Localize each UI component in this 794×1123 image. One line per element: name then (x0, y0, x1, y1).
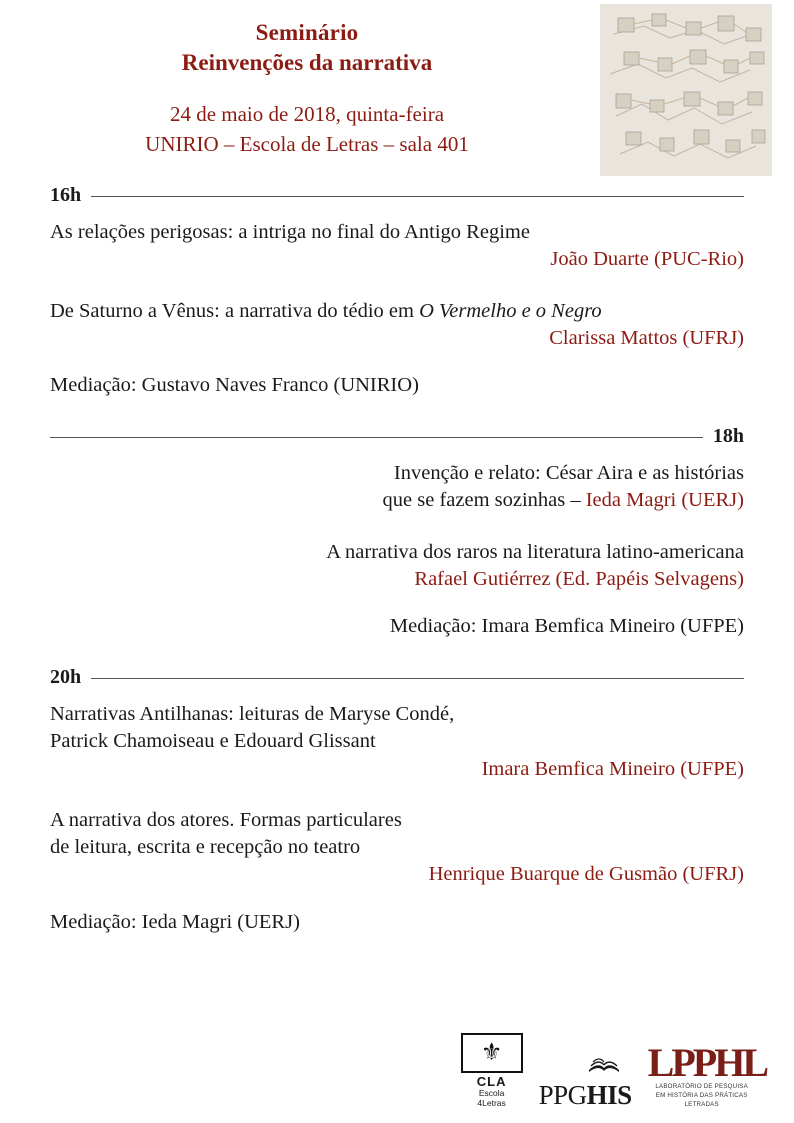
session-18h (50, 425, 744, 638)
poster-header (0, 0, 794, 178)
lab-caption-line2: EM HISTÓRIA DAS PRÁTICAS (655, 1091, 748, 1099)
cla-escola-de-letras-logo (461, 1033, 523, 1109)
talk-author: Ieda Magri (UERJ) (585, 489, 744, 512)
spacer (50, 397, 744, 419)
event-date-place (0, 100, 614, 160)
abstract-map-artwork (600, 4, 772, 176)
talk-title: A narrativa dos raros na literatura latino-americana (326, 540, 744, 563)
poster-footer (0, 1015, 794, 1115)
cla-sub-line2: 4Letras (477, 1098, 506, 1109)
his-text: HIS (586, 1080, 632, 1110)
talk-title (50, 298, 744, 325)
cla-acronym: CLA (476, 1074, 507, 1090)
spacer (50, 638, 744, 660)
divider-rule (91, 678, 744, 679)
session-16h-header (50, 184, 744, 209)
open-book-svg (587, 1050, 621, 1076)
session-20h-header (50, 666, 744, 691)
spacer (50, 274, 744, 288)
talk-title: As relações perigosas: a intriga no final do Antigo Regime (50, 221, 530, 243)
talk-author: João Duarte (PUC-Rio) (550, 248, 744, 271)
session-16h-time: 16h (50, 184, 82, 206)
talk-item (50, 460, 744, 515)
lab-caption-line3: LETRADAS (684, 1100, 719, 1108)
talk-item (50, 219, 744, 274)
session-20h-mediation: Mediação: Ieda Magri (UERJ) (50, 910, 300, 933)
session-16h-mediation: Mediação: Gustavo Naves Franco (UNIRIO) (50, 374, 419, 396)
logo-row (461, 1033, 766, 1109)
session-18h-mediation: Mediação: Imara Bemfica Mineiro (UFPE) (389, 615, 744, 637)
divider-rule (50, 437, 703, 438)
talk-item (50, 701, 744, 783)
session-20h (50, 666, 744, 934)
ppghis-wordmark (539, 1082, 632, 1109)
talk-title-plain: que se fazem sozinhas – (382, 489, 586, 512)
talk-title-italic: O Vermelho e o Negro (419, 299, 602, 322)
seminar-title: Reinvenções da narrativa (181, 49, 433, 75)
talk-item (50, 298, 744, 353)
cla-emblem-box (461, 1033, 523, 1073)
fleur-de-lis-icon: ⚜ (480, 1039, 503, 1067)
talk-title-continuation: de leitura, escrita e recepção no teatro (50, 836, 361, 858)
event-place: UNIRIO – Escola de Letras – sala 401 (145, 131, 469, 156)
laboratorio-pesquisa-logo (647, 1039, 766, 1109)
session-18h-time: 18h (712, 425, 744, 447)
session-16h (50, 184, 744, 397)
talk-title: Invenção e relato: César Aira e as histórias (393, 462, 744, 484)
event-date: 24 de maio de 2018, quinta-feira (169, 101, 445, 126)
open-book-icon (587, 1050, 621, 1081)
ppg-text: PPG (538, 1080, 587, 1110)
lab-caption-line1: LABORATÓRIO DE PESQUISA (655, 1082, 748, 1090)
cla-sub-line1: Escola (478, 1088, 505, 1099)
talk-title-plain: De Saturno a Vênus: a narrativa do tédio em (50, 299, 420, 322)
ppghis-logo (539, 1050, 632, 1109)
talk-author: Rafael Gutiérrez (Ed. Papéis Selvagens) (414, 567, 744, 590)
session-20h-time: 20h (50, 666, 82, 688)
header-text-block (0, 18, 614, 159)
talk-title: A narrativa dos atores. Formas particulares (50, 808, 402, 831)
seminar-label: Seminário (255, 20, 359, 45)
talk-title-continuation (50, 487, 744, 514)
talk-title: Narrativas Antilhanas: leituras de Maryse Condé, (50, 703, 455, 725)
artwork-svg (600, 4, 772, 176)
spacer (50, 515, 744, 529)
session-18h-header (50, 425, 744, 450)
talk-author: Clarissa Mattos (UFRJ) (549, 326, 744, 349)
talk-item (50, 807, 744, 889)
lab-monogram: LPPHL (647, 1039, 766, 1085)
talk-item (50, 539, 744, 594)
talk-author: Henrique Buarque de Gusmão (UFRJ) (428, 863, 744, 886)
poster-content (0, 184, 794, 934)
spacer (50, 783, 744, 797)
talk-author: Imara Bemfica Mineiro (UFPE) (481, 757, 744, 780)
divider-rule (91, 196, 744, 197)
talk-title-continuation: Patrick Chamoiseau e Edouard Glissant (50, 730, 376, 753)
